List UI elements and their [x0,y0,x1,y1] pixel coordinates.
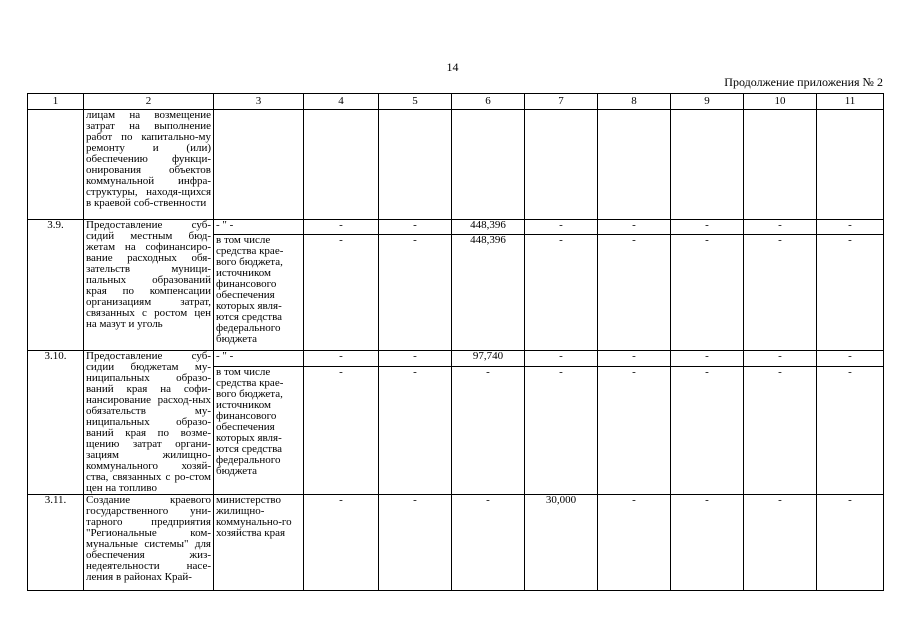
value-cell: - [304,235,379,351]
value-cell: - [304,220,379,235]
col-header-2: 2 [84,94,214,110]
col-header-7: 7 [525,94,598,110]
value-cell: - [598,351,671,367]
value-cell: - [525,235,598,351]
row-number: 3.9. [28,220,84,351]
col-header-5: 5 [379,94,452,110]
funding-source: - " - [214,220,304,235]
value-cell: - [452,366,525,494]
value-cell: - [525,351,598,367]
value-cell: - [671,220,744,235]
header-row [28,94,884,110]
col-header-3: 3 [214,94,304,110]
value-cell: - [304,366,379,494]
table-row [28,220,884,235]
col-header-10: 10 [744,94,817,110]
col-header-6: 6 [452,94,525,110]
value-cell: - [817,495,884,591]
value-cell: - [379,351,452,367]
value-cell: - [379,220,452,235]
value-cell: - [525,220,598,235]
value-cell: - [744,495,817,591]
value-cell: - [304,495,379,591]
value-cell: - [817,366,884,494]
value-cell: - [744,220,817,235]
col-header-4: 4 [304,94,379,110]
value-cell: - [817,220,884,235]
table-row [28,495,884,591]
col-header-1: 1 [28,94,84,110]
value-cell: - [379,366,452,494]
budget-table [27,93,884,591]
value-cell: - [598,495,671,591]
value-cell: 448,396 [452,235,525,351]
row-number [28,110,84,220]
value-cell: 448,396 [452,220,525,235]
funding-source: - " - [214,351,304,367]
funding-source: министерство жилищно-коммунально-го хозяйства края [214,495,304,591]
page-number: 14 [446,60,459,74]
value-cell: - [452,495,525,591]
value-cell: - [744,351,817,367]
row-description: Создание краевого государственного уни-тарного предприятия "Региональные ком-мунальные системы" для обеспечения жиз-недеятельности насе-ления в районах Край- [84,495,214,591]
col-header-8: 8 [598,94,671,110]
value-cell: - [598,366,671,494]
value-cell: - [525,366,598,494]
col-header-9: 9 [671,94,744,110]
value-cell: - [379,235,452,351]
col-header-11: 11 [817,94,884,110]
value-cell: - [671,351,744,367]
funding-source: в том числе средства крае-вого бюджета, источником финансового обеспечения которых явля-ются средства федерального бюджета [214,366,304,494]
value-cell: - [744,235,817,351]
row-description: лицам на возмещение затрат на выполнение работ по капитально-му ремонту и (или) обеспечению функци-онирования объектов коммунальной инфра-структуры, находя-щихся в краевой соб-ственности [84,110,214,220]
row-description: Предоставление суб-сидий местным бюд-жетам на софинансиро-вание расходных обя-зательств муници-пальных образований края по компенсации организациям затрат, связанных с ростом цен на мазут и уголь [84,220,214,351]
value-cell: 30,000 [525,495,598,591]
table-row [28,351,884,367]
value-cell: - [304,351,379,367]
value-cell: - [671,235,744,351]
value-cell: - [598,220,671,235]
value-cell: 97,740 [452,351,525,367]
value-cell: - [671,366,744,494]
row-number: 3.10. [28,351,84,495]
value-cell: - [671,495,744,591]
funding-source: в том числе средства крае-вого бюджета, источником финансового обеспечения которых явля-ются средства федерального бюджета [214,235,304,351]
value-cell: - [598,235,671,351]
row-description: Предоставление суб-сидии бюджетам му-ниципальных образо-ваний края на софи-нансирование расход-ных обязательств му-ниципальных образо-ваний края по возме-щению затрат органи-зациям жилищно-коммунального хозяй-ства, связанных с ро-стом цен на топливо [84,351,214,495]
value-cell: - [379,495,452,591]
row-number: 3.11. [28,495,84,591]
value-cell: - [744,366,817,494]
value-cell: - [817,235,884,351]
continuation-note: Продолжение приложения № 2 [724,75,883,89]
table-row [28,110,884,220]
value-cell: - [817,351,884,367]
